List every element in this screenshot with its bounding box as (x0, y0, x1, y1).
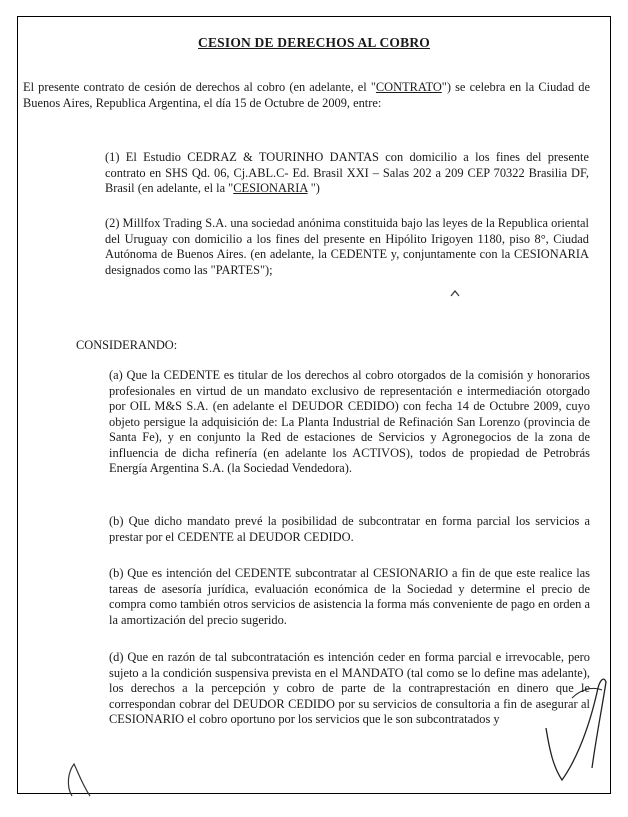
intro-text-start: El presente contrato de cesión de derechos al cobro (en adelante, el " (23, 80, 376, 94)
party-1-paragraph (105, 150, 589, 197)
intro-text-end: ") se celebra en la Ciudad de Buenos Aires, Republica Argentina, el día 15 de Octubre de 2009, entre: (23, 80, 590, 110)
clause-a: (a) Que la CEDENTE es titular de los derechos al cobro otorgados de la comisión y honorarios profesionales en virtud de un mandato exclusivo de representación e intermediación otorgado por OIL M&S S.A. (en adelante el DEUDOR CEDIDO) con fecha 14 de Octubre 2009, cuyo objeto persigue la adquisición de: La Planta Industrial de Refinación San Lorenzo (provincia de Santa Fe), y en conjunto la Red de estaciones de Servicios y Agronegocios de la zona de influencia de dicha refinería (en adelante los ACTIVOS), todos de propiedad de Petrobrás Energía Argentina S.A. (la Sociedad Vendedora). (109, 368, 590, 475)
party-1-text-end: ") (307, 181, 320, 195)
clause-d: (d) Que en razón de tal subcontratación es intención ceder en forma parcial e irrevocable, pero sujeto a la condición suspensiva prevista en el MANDATO (tal como se lo define mas adelante), los derechos a la percepción y cobro de parte de la contraprestación en dinero que le correspondan cobrar del DEUDOR CEDIDO por su servicios de consultoria a fin de asegurar al CESIONARIO el cobro oportuno por los servicios que le son subcontratados y (109, 650, 590, 726)
clause-b-second: (b) Que es intención del CEDENTE subcontratar al CESIONARIO a fin de que este realice las tareas de asesoría jurídica, evaluación económica de la Sociedad y determine el precio de compra como también otros servicios de asistencia la forma más conveniente de pago en orden a la amortización del precio sugerido. (109, 566, 590, 627)
handwritten-signature (532, 668, 612, 788)
considerando-heading: CONSIDERANDO: (76, 338, 178, 352)
party-1-text-start: (1) El Estudio CEDRAZ & TOURINHO DANTAS con domicilio a los fines del presente contrato en SHS Qd. 06, Cj.ABL.C- Ed. Brasil XXI – Salas 202 a 209 CEP 70322 Brasilia DF, Brasil (en adelante, el la " (105, 150, 589, 195)
cesionaria-term: CESIONARIA (233, 181, 308, 195)
party-2-paragraph: (2) Millfox Trading S.A. una sociedad anónima constituida bajo las leyes de la Republica oriental del Uruguay con domicilio a los fines del presente en Hipólito Irigoyen 1180, piso 8°, Ciudad Autónoma de Buenos Aires. (en adelante, la CEDENTE y, conjuntamente con la CESIONARIA designados como las "PARTES"); (105, 216, 589, 277)
caret-mark (449, 288, 461, 298)
contrato-term: CONTRATO (375, 80, 442, 94)
document-title: CESION DE DERECHOS AL COBRO (198, 35, 430, 50)
clause-b: (b) Que dicho mandato prevé la posibilidad de subcontratar en forma parcial los servicios a prestar por el CEDENTE al DEUDOR CEDIDO. (109, 514, 590, 544)
handwritten-initial (60, 758, 100, 798)
intro-paragraph (23, 80, 590, 111)
